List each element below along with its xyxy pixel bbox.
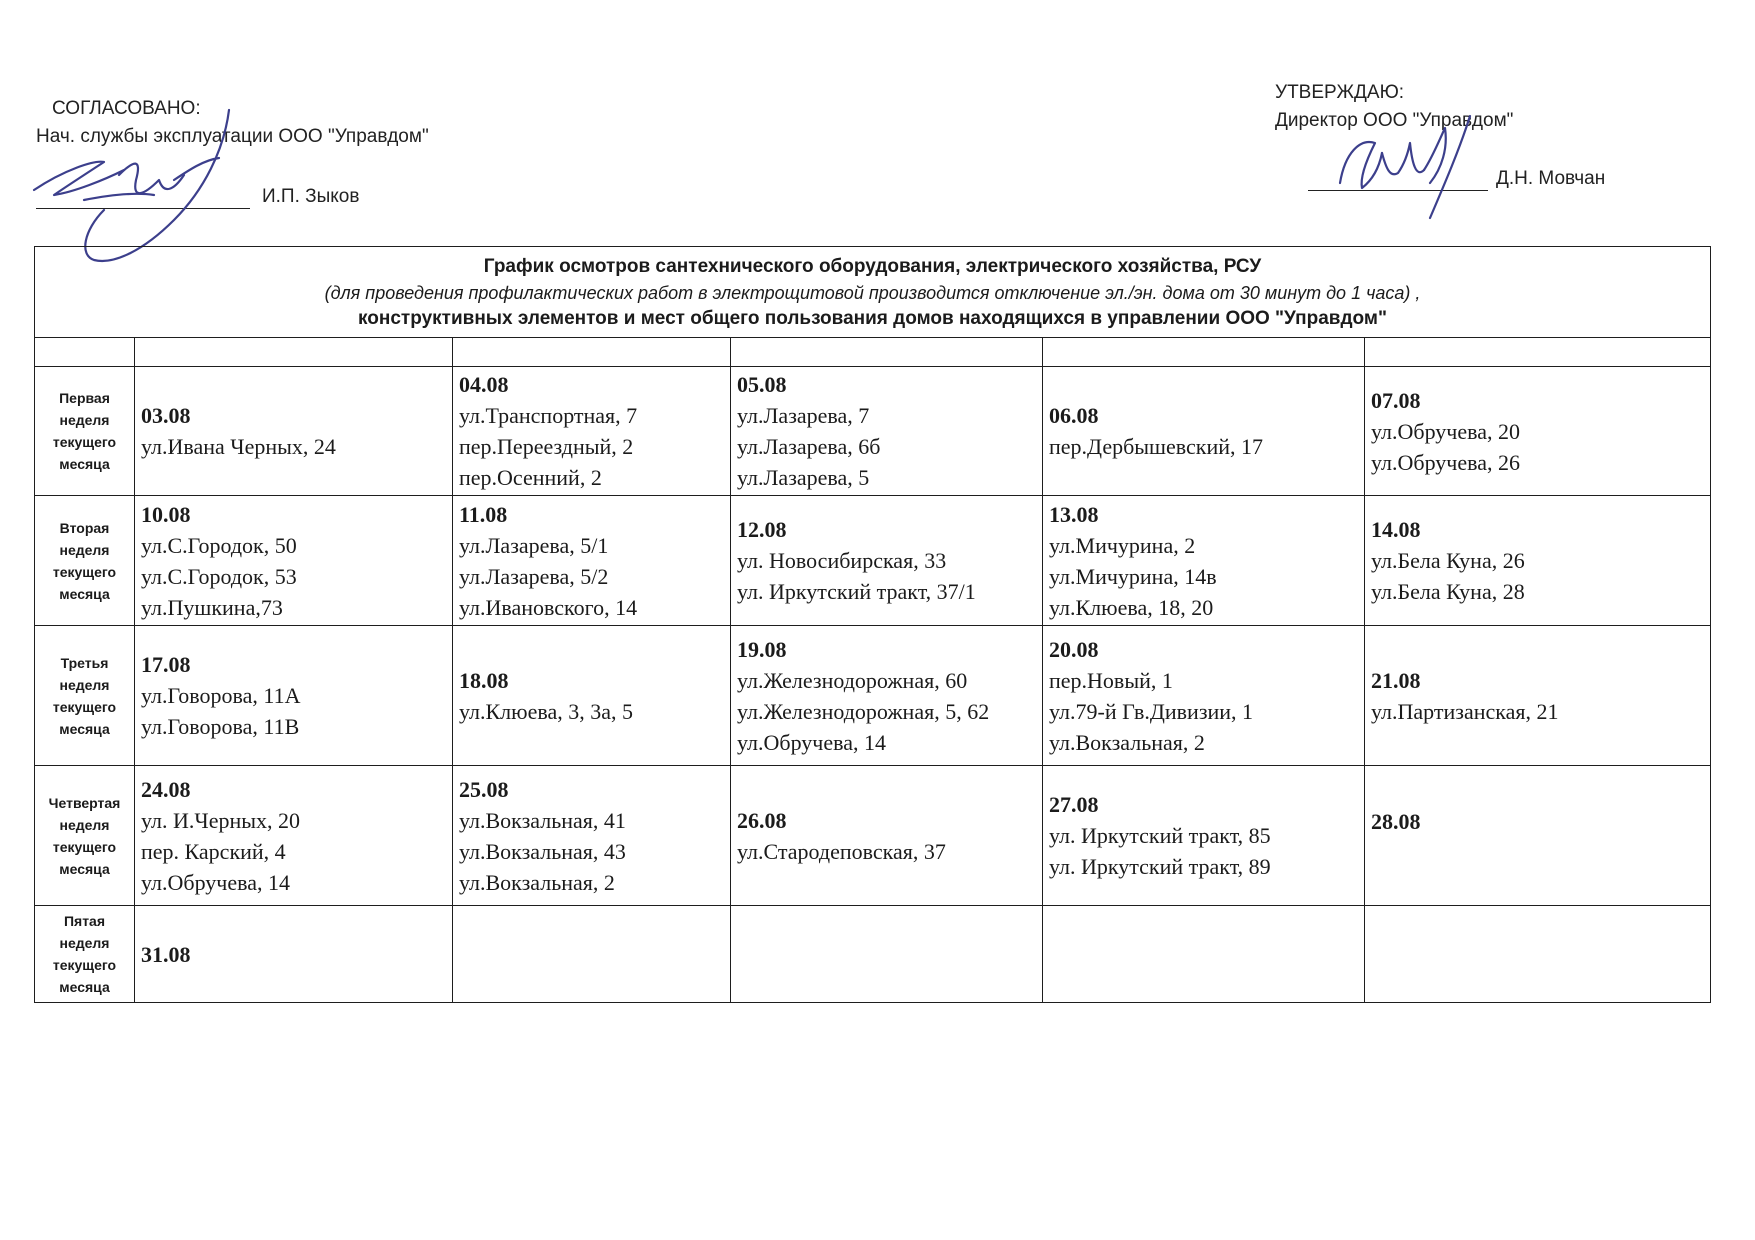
week-label-line: текущего: [52, 957, 117, 973]
address: ул.Вокзальная, 2: [459, 869, 615, 895]
address: ул.Обручева, 14: [141, 869, 290, 895]
day-date: 14.08: [1371, 517, 1421, 542]
week-label: [35, 626, 135, 766]
day-date: 24.08: [141, 776, 191, 802]
address: ул. Иркутский тракт, 89: [1049, 854, 1271, 879]
approval-right-heading: УТВЕРЖДАЮ:: [1275, 82, 1405, 103]
approval-right-name: Д.Н. Мовчан: [1496, 168, 1606, 189]
day-date: 20.08: [1049, 636, 1099, 662]
day-date: 05.08: [737, 372, 787, 397]
address: ул.Мичурина, 2: [1049, 532, 1196, 558]
title-line-2: (для проведения профилактических работ в электрощитовой производится отключение эл./эн. дома от 30 минут до 1 часа) ,: [324, 283, 1421, 303]
day-cell: [1365, 367, 1711, 496]
address: ул.Лазарева, 6б: [737, 434, 881, 459]
week-label-line: месяца: [59, 456, 110, 472]
day-date: 28.08: [1371, 809, 1421, 834]
day-cell: [135, 906, 453, 1003]
day-cell: [1365, 496, 1711, 626]
week-label: [35, 766, 135, 906]
address: пер. Карский, 4: [141, 838, 286, 864]
day-cell: [1043, 367, 1365, 496]
week-label-line: месяца: [59, 979, 110, 995]
address: ул.Вокзальная, 43: [459, 838, 626, 864]
day-date: 25.08: [459, 776, 509, 802]
week-label-line: текущего: [52, 838, 117, 855]
approval-left-heading: СОГЛАСОВАНО:: [52, 98, 201, 119]
day-date: 18.08: [459, 667, 509, 693]
day-cell: [135, 496, 453, 626]
day-cell: [135, 766, 453, 906]
week-label: [35, 367, 135, 496]
week-label-line: месяца: [59, 720, 110, 737]
address: ул.Партизанская, 21: [1371, 698, 1559, 724]
address: ул.Вокзальная, 41: [459, 807, 626, 833]
address: ул.79-й Гв.Дивизии, 1: [1049, 698, 1254, 724]
week-label-line: неделя: [59, 676, 110, 693]
address: пер.Осенний, 2: [459, 465, 602, 490]
title-line-1: График осмотров сантехнического оборудования, электрического хозяйства, РСУ: [483, 256, 1262, 277]
empty-header-cell: [35, 338, 135, 367]
day-date: 04.08: [459, 372, 509, 397]
empty-header-cell: [453, 338, 731, 367]
day-cell: [1043, 626, 1365, 766]
address: ул.Клюева, 3, 3а, 5: [459, 698, 633, 724]
signature-right: [1320, 108, 1500, 228]
address: ул.Говорова, 11А: [141, 683, 301, 708]
empty-header-row: [35, 338, 1711, 367]
day-cell: [731, 626, 1043, 766]
day-date: 17.08: [141, 652, 191, 677]
week-label: [35, 496, 135, 626]
week-row: [35, 496, 1711, 626]
address: ул.Мичурина, 14в: [1049, 563, 1217, 589]
address: ул.Лазарева, 5/1: [459, 532, 609, 558]
address: ул.Бела Куна, 26: [1371, 548, 1525, 573]
address: ул.Обручева, 14: [737, 729, 886, 755]
address: ул. Иркутский тракт, 85: [1049, 823, 1271, 848]
table-title: [35, 247, 1711, 338]
day-cell: [453, 626, 731, 766]
day-cell: [731, 906, 1043, 1003]
approval-left-position: Нач. службы эксплуатации ООО "Управдом": [36, 126, 429, 147]
day-cell: [453, 766, 731, 906]
day-cell: [1043, 766, 1365, 906]
address: ул.С.Городок, 53: [141, 563, 297, 589]
inspection-schedule-table: [34, 246, 1711, 1003]
day-cell: [1365, 766, 1711, 906]
day-date: 03.08: [141, 403, 191, 428]
day-cell: [1365, 906, 1711, 1003]
empty-header-cell: [731, 338, 1043, 367]
day-cell: [1365, 626, 1711, 766]
day-cell: [135, 367, 453, 496]
address: пер.Переездный, 2: [459, 434, 634, 459]
empty-header-cell: [1365, 338, 1711, 367]
address: пер.Новый, 1: [1049, 667, 1173, 693]
week-label-line: Первая: [59, 390, 110, 406]
week-label-line: неделя: [59, 541, 110, 558]
address: ул.Пушкина,73: [141, 594, 283, 620]
address: ул.Обручева, 26: [1371, 449, 1520, 475]
day-date: 27.08: [1049, 792, 1099, 817]
week-row: [35, 766, 1711, 906]
day-date: 12.08: [737, 517, 787, 542]
week-label-line: Пятая: [63, 913, 106, 929]
address: ул.Стародеповская, 37: [737, 838, 946, 864]
week-label-line: текущего: [52, 434, 117, 450]
day-date: 07.08: [1371, 387, 1421, 413]
week-label-line: текущего: [52, 698, 117, 715]
address: ул. Иркутский тракт, 37/1: [737, 579, 976, 604]
day-date: 10.08: [141, 501, 191, 527]
empty-header-cell: [1043, 338, 1365, 367]
day-date: 11.08: [459, 501, 508, 527]
address: ул.Транспортная, 7: [459, 403, 638, 428]
day-cell: [731, 766, 1043, 906]
week-label-line: месяца: [59, 585, 110, 602]
day-cell: [731, 496, 1043, 626]
week-row: [35, 626, 1711, 766]
day-date: 19.08: [737, 636, 787, 662]
address: ул.Ивана Черных, 24: [141, 434, 336, 459]
address: ул.Ивановского, 14: [459, 594, 638, 620]
day-date: 31.08: [141, 941, 191, 967]
day-cell: [731, 367, 1043, 496]
week-label-line: месяца: [59, 860, 110, 877]
week-row: [35, 906, 1711, 1003]
address: ул.Обручева, 20: [1371, 418, 1520, 444]
approval-right-position: Директор ООО "Управдом": [1275, 110, 1514, 131]
day-cell: [1043, 906, 1365, 1003]
title-row: [35, 247, 1711, 338]
address: ул.С.Городок, 50: [141, 532, 297, 558]
address: ул.Железнодорожная, 60: [737, 667, 968, 693]
week-label-line: неделя: [59, 816, 110, 833]
address: ул. Новосибирская, 33: [737, 548, 947, 573]
empty-header-cell: [135, 338, 453, 367]
week-label-line: Четвертая: [48, 794, 121, 811]
day-date: 26.08: [737, 807, 787, 833]
day-date: 06.08: [1049, 403, 1099, 428]
week-label-line: неделя: [59, 412, 110, 428]
signature-left: [24, 100, 264, 270]
day-cell: [453, 367, 731, 496]
week-label-line: неделя: [59, 935, 110, 951]
week-label-line: Вторая: [59, 519, 110, 536]
address: ул.Лазарева, 5: [737, 465, 870, 490]
week-label-line: текущего: [52, 563, 117, 580]
address: ул.Бела Куна, 28: [1371, 579, 1525, 604]
week-label: [35, 906, 135, 1003]
address: ул.Клюева, 18, 20: [1049, 594, 1214, 620]
day-cell: [135, 626, 453, 766]
day-cell: [453, 906, 731, 1003]
title-line-3: конструктивных элементов и мест общего пользования домов находящихся в управлении ООО "Управдом": [358, 308, 1387, 329]
approval-left-name: И.П. Зыков: [262, 186, 360, 207]
address: ул.Железнодорожная, 5, 62: [737, 698, 990, 724]
address: ул.Лазарева, 7: [737, 403, 870, 428]
address: пер.Дербышевский, 17: [1049, 434, 1264, 459]
address: ул.Лазарева, 5/2: [459, 563, 609, 589]
address: ул. И.Черных, 20: [141, 807, 301, 833]
day-cell: [1043, 496, 1365, 626]
day-date: 13.08: [1049, 501, 1099, 527]
week-row: [35, 367, 1711, 496]
week-label-line: Третья: [60, 654, 109, 671]
day-cell: [453, 496, 731, 626]
day-date: 21.08: [1371, 667, 1421, 693]
address: ул.Говорова, 11В: [141, 714, 300, 739]
address: ул.Вокзальная, 2: [1049, 729, 1205, 755]
